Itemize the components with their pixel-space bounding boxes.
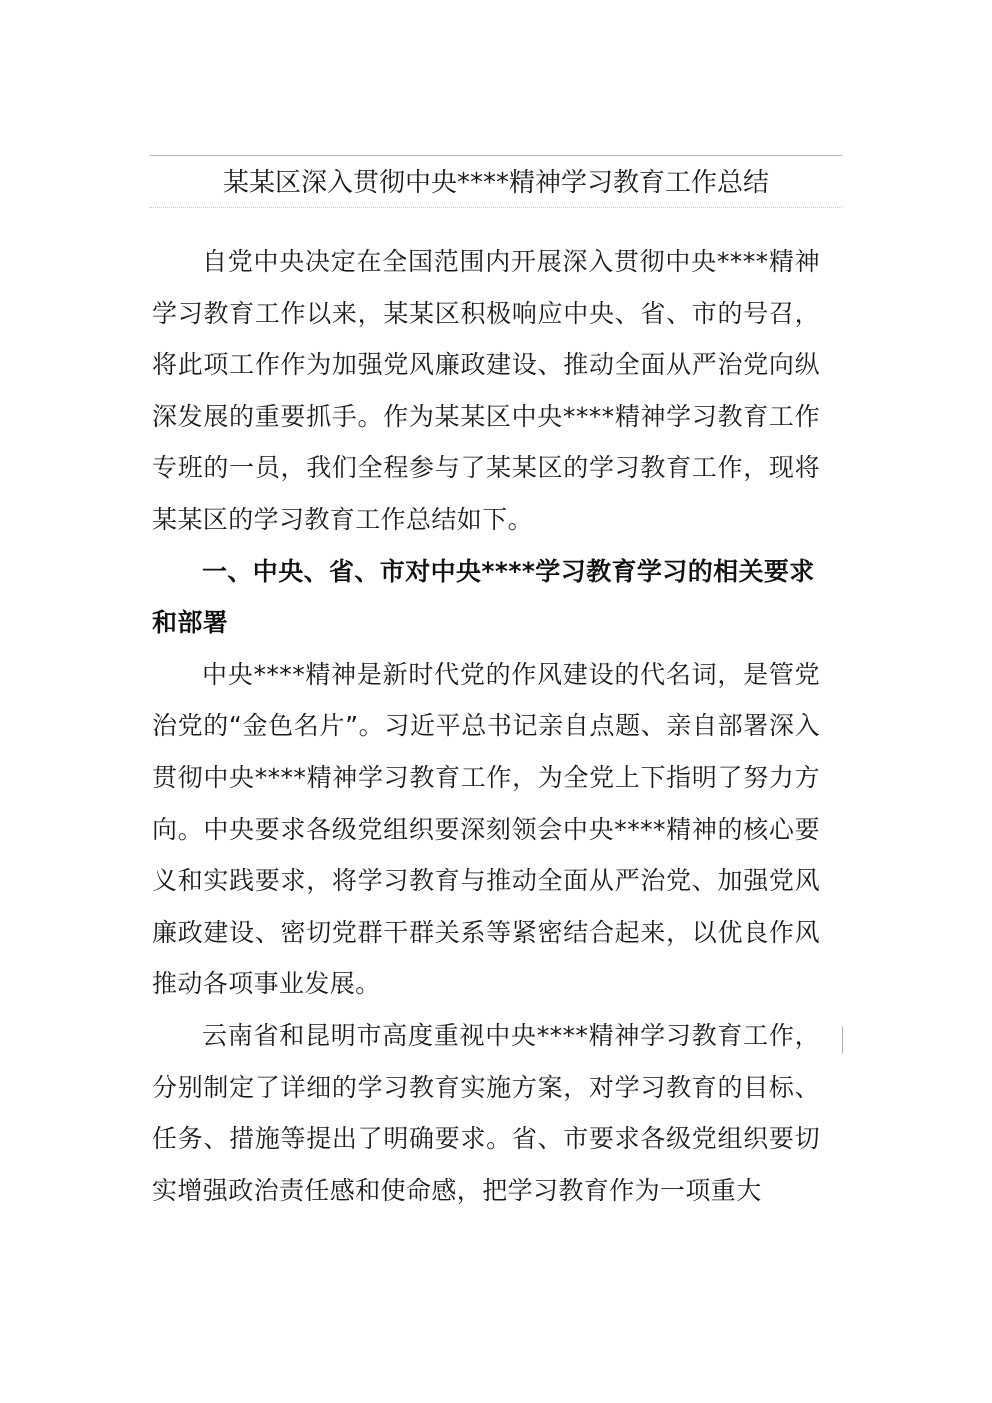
section-heading-1: 一、中央、省、市对中央****学习教育学习的相关要求和部署: [152, 556, 815, 638]
header-rule-top: [150, 155, 842, 156]
header-rule-bottom: [150, 207, 842, 208]
section1-paragraph-2: 云南省和昆明市高度重视中央****精神学习教育工作，分别制定了详细的学习教育实施方案，对学习教育的目标、任务、措施等提出了明确要求。省、市要求各级党组织要切实增强政治责任感和使命感，把学习教育作为一项重大: [152, 1020, 820, 1205]
document-title: 某某区深入贯彻中央****精神学习教育工作总结: [222, 168, 769, 198]
intro-paragraph: 自党中央决定在全国范围内开展深入贯彻中央****精神学习教育工作以来，某某区积极响应中央、省、市的号召，将此项工作作为加强党风廉政建设、推动全面从严治党向纵深发展的重要抓手。作为某某区中央****精神学习教育工作专班的一员，我们全程参与了某某区的学习教育工作，现将某某区的学习教育工作总结如下。: [152, 247, 820, 534]
section1-paragraph-1: 中央****精神是新时代党的作风建设的代名词，是管党治党的“金色名片”。习近平总书记亲自点题、亲自部署深入贯彻中央****精神学习教育工作，为全党上下指明了努力方向。中央要求各级党组织要深刻领会中央****精神的核心要义和实践要求，将学习教育与推动全面从严治党、加强党风廉政建设、密切党群干群关系等紧密结合起来，以优良作风推动各项事业发展。: [152, 659, 820, 999]
margin-mark: [842, 1026, 843, 1054]
document-body: [152, 236, 820, 1216]
